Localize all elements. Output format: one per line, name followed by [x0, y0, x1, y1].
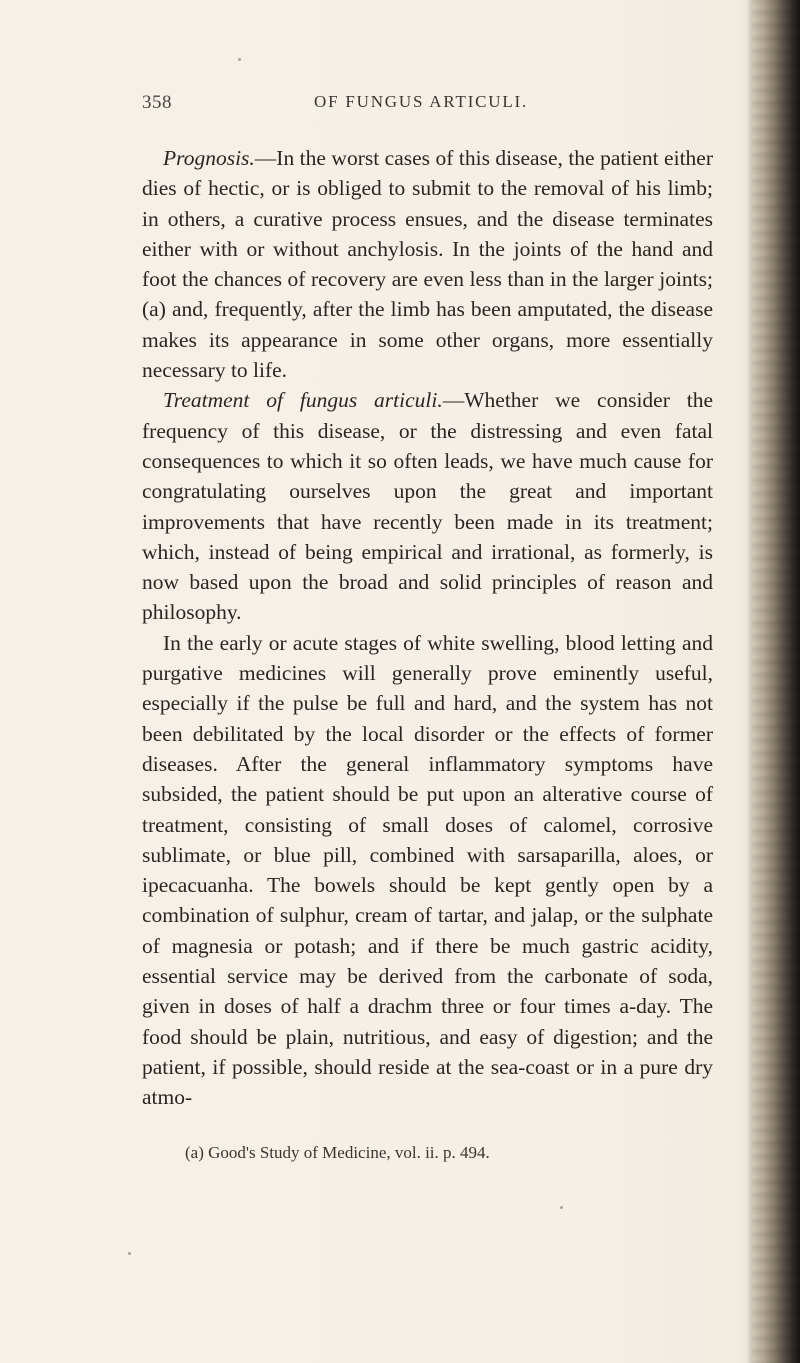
paragraph-prognosis — [142, 143, 713, 385]
running-head-title: OF FUNGUS ARTICULI. — [314, 92, 529, 111]
body-text — [142, 143, 713, 1113]
page-number: 358 — [142, 92, 172, 113]
paragraph-text: In the early or acute stages of white swelling, blood letting and purgative medicines will generally prove eminently useful, especially if the pulse be full and hard, and the system has not been debilitated by the local disorder or the effects of former diseases. After the general inflammatory symptoms have subsided, the patient should be put upon an alterative course of treatment, consisting of small doses of calomel, corrosive sublimate, or blue pill, combined with sarsaparilla, aloes, or ipecacuanha. The bowels should be kept gently open by a combination of sulphur, cream of tartar, and jalap, or the sulphate of magnesia or potash; and if there be much gastric acidity, essential service may be derived from the carbonate of soda, given in doses of half a drachm three or four times a-day. The food should be plain, nutritious, and easy of digestion; and the patient, if possible, should reside at the sea-coast or in a pure dry atmo- — [142, 630, 713, 1110]
paper-speck — [560, 1206, 563, 1209]
book-binding-edge — [752, 0, 800, 1363]
footnote: (a) Good's Study of Medicine, vol. ii. p. 494. — [185, 1143, 490, 1162]
paragraph-text: —Whether we consider the frequency of this disease, or the distressing and even fatal consequences to which it so often leads, we have much cause for congratulating ourselves upon the great and important improvements that have recently been made in its treatment; which, instead of being empirical and irrational, as formerly, is now based upon the broad and solid principles of reason and philosophy. — [142, 388, 713, 625]
paragraph-treatment — [142, 385, 713, 627]
paragraph-lead-in: Treatment of fungus articuli. — [163, 388, 443, 413]
paragraph-early-stages — [142, 628, 713, 1113]
paragraph-text: —In the worst cases of this disease, the patient either dies of hectic, or is obliged to submit to the removal of his limb; in others, a curative process ensues, and the disease terminates either with or without anchylosis. In the joints of the hand and foot the chances of recovery are even less than in the larger joints;(a) and, frequently, after the limb has been amputated, the disease makes its appearance in some other organs, more essentially necessary to life. — [142, 146, 713, 383]
paper-speck — [238, 58, 241, 61]
running-head — [142, 92, 702, 118]
paragraph-lead-in: Prognosis. — [163, 146, 255, 170]
paper-speck — [128, 1252, 131, 1255]
